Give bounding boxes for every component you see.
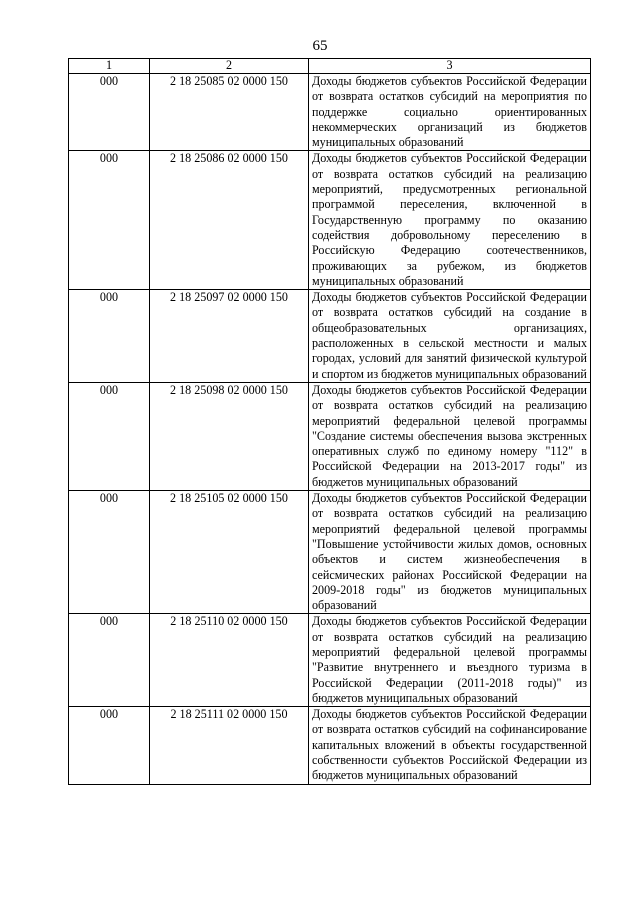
- admin-code-cell: 000: [69, 382, 150, 490]
- budget-code-cell: 2 18 25105 02 0000 150: [150, 491, 309, 614]
- table-row: [69, 151, 591, 290]
- column-header-1: 1: [69, 59, 150, 74]
- income-name-cell: Доходы бюджетов субъектов Российской Федерации от возврата остатков субсидий на реализацию мероприятий федеральной целевой программы "Развитие внутреннего и въездного туризма в Российской Федерации (2011-2018 годы)" из бюджетов муниципальных образований: [309, 614, 591, 707]
- budget-code-cell: 2 18 25110 02 0000 150: [150, 614, 309, 707]
- table-row: [69, 290, 591, 383]
- table-row: [69, 382, 591, 490]
- budget-code-cell: 2 18 25085 02 0000 150: [150, 74, 309, 151]
- income-name-cell: Доходы бюджетов субъектов Российской Федерации от возврата остатков субсидий на создание в общеобразовательных организациях, расположенных в сельской местности и малых городах, условий для занятий физической культурой и спортом из бюджетов муниципальных образований: [309, 290, 591, 383]
- budget-code-cell: 2 18 25097 02 0000 150: [150, 290, 309, 383]
- table-row: [69, 707, 591, 784]
- table-row: [69, 491, 591, 614]
- admin-code-cell: 000: [69, 151, 150, 290]
- income-name-cell: Доходы бюджетов субъектов Российской Федерации от возврата остатков субсидий на реализацию мероприятий федеральной целевой программы "Создание системы обеспечения вызова экстренных оперативных служб по единому номеру "112" в Российской Федерации на 2013-2017 годы" из бюджетов муниципальных образований: [309, 382, 591, 490]
- admin-code-cell: 000: [69, 290, 150, 383]
- income-name-cell: Доходы бюджетов субъектов Российской Федерации от возврата остатков субсидий на реализацию мероприятий, предусмотренных региональной программой переселения, включенной в Государственную программу по оказанию содействия добровольному переселению в Российскую Федерацию соотечественников, проживающих за рубежом, из бюджетов муниципальных образований: [309, 151, 591, 290]
- budget-code-cell: 2 18 25086 02 0000 150: [150, 151, 309, 290]
- budget-code-cell: 2 18 25098 02 0000 150: [150, 382, 309, 490]
- table-header-row: [69, 59, 591, 74]
- column-header-3: 3: [309, 59, 591, 74]
- income-name-cell: Доходы бюджетов субъектов Российской Федерации от возврата остатков субсидий на реализацию мероприятий федеральной целевой программы "Повышение устойчивости жилых домов, основных объектов и систем жизнеобеспечения в сейсмических районах Российской Федерации на 2009-2018 годы" из бюджетов муниципальных образований: [309, 491, 591, 614]
- admin-code-cell: 000: [69, 74, 150, 151]
- column-header-2: 2: [150, 59, 309, 74]
- income-name-cell: Доходы бюджетов субъектов Российской Федерации от возврата остатков субсидий на мероприятия по поддержке социально ориентированных некоммерческих организаций из бюджетов муниципальных образований: [309, 74, 591, 151]
- income-name-cell: Доходы бюджетов субъектов Российской Федерации от возврата остатков субсидий на софинансирование капитальных вложений в объекты государственной собственности субъектов Российской Федерации из бюджетов муниципальных образований: [309, 707, 591, 784]
- admin-code-cell: 000: [69, 491, 150, 614]
- budget-codes-table: [68, 58, 591, 785]
- table-row: [69, 614, 591, 707]
- admin-code-cell: 000: [69, 707, 150, 784]
- budget-code-cell: 2 18 25111 02 0000 150: [150, 707, 309, 784]
- table-row: [69, 74, 591, 151]
- page-number: 65: [312, 38, 328, 54]
- admin-code-cell: 000: [69, 614, 150, 707]
